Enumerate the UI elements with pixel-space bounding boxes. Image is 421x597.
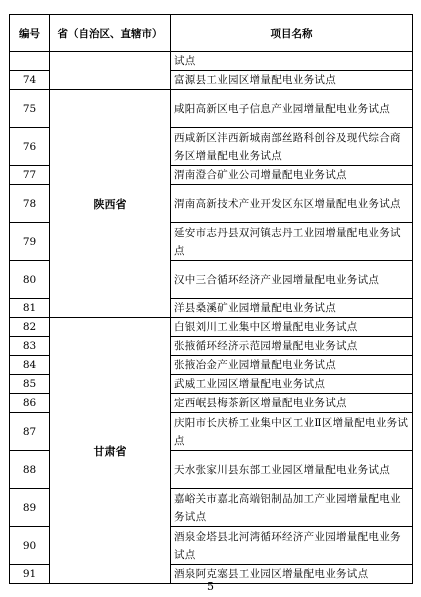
header-number: 编号 <box>10 15 50 52</box>
province-cell-blank <box>50 52 171 90</box>
table-row <box>10 90 413 128</box>
row-number: 79 <box>10 223 50 261</box>
row-number: 74 <box>10 71 50 90</box>
row-number: 82 <box>10 318 50 337</box>
table-row <box>10 52 413 71</box>
row-number: 89 <box>10 489 50 527</box>
row-number: 91 <box>10 565 50 584</box>
project-name: 渭南高新技术产业开发区东区增量配电业务试点 <box>171 185 413 223</box>
project-name: 酒泉金塔县北河湾循环经济产业园增量配电业务试点 <box>171 527 413 565</box>
project-name: 张掖冶金产业园增量配电业务试点 <box>171 356 413 375</box>
table-row <box>10 318 413 337</box>
row-number: 77 <box>10 166 50 185</box>
project-name: 西咸新区沣西新城南部丝路科创谷及现代综合商务区增量配电业务试点 <box>171 128 413 166</box>
province-shaanxi: 陕西省 <box>50 90 171 318</box>
row-number <box>10 52 50 71</box>
project-name: 定西岷县梅茶新区增量配电业务试点 <box>171 394 413 413</box>
row-number: 83 <box>10 337 50 356</box>
page-number: 5 <box>207 580 214 593</box>
project-name: 武威工业园区增量配电业务试点 <box>171 375 413 394</box>
project-name: 天水张家川县东部工业园区增量配电业务试点 <box>171 451 413 489</box>
row-number: 90 <box>10 527 50 565</box>
row-number: 78 <box>10 185 50 223</box>
row-number: 80 <box>10 261 50 299</box>
project-name: 渭南澄合矿业公司增量配电业务试点 <box>171 166 413 185</box>
header-province: 省（自治区、直辖市） <box>50 15 171 52</box>
row-number: 81 <box>10 299 50 318</box>
row-number: 88 <box>10 451 50 489</box>
row-number: 84 <box>10 356 50 375</box>
project-name: 富源县工业园区增量配电业务试点 <box>171 71 413 90</box>
project-name: 嘉峪关市嘉北高端铝制品加工产业园增量配电业务试点 <box>171 489 413 527</box>
row-number: 86 <box>10 394 50 413</box>
project-name: 酒泉阿克塞县工业园区增量配电业务试点 <box>171 565 413 584</box>
header-project-name: 项目名称 <box>171 15 413 52</box>
row-number: 85 <box>10 375 50 394</box>
project-name: 白银刘川工业集中区增量配电业务试点 <box>171 318 413 337</box>
row-number: 87 <box>10 413 50 451</box>
project-name: 张掖循环经济示范园增量配电业务试点 <box>171 337 413 356</box>
province-gansu: 甘肃省 <box>50 318 171 584</box>
project-name: 延安市志丹县双河镇志丹工业园增量配电业务试点 <box>171 223 413 261</box>
project-name: 洋县桑溪矿业园增量配电业务试点 <box>171 299 413 318</box>
project-name: 庆阳市长庆桥工业集中区工业Ⅱ区增量配电业务试点 <box>171 413 413 451</box>
project-name: 咸阳高新区电子信息产业园增量配电业务试点 <box>171 90 413 128</box>
table-header-row <box>10 15 413 52</box>
project-name: 试点 <box>171 52 413 71</box>
row-number: 75 <box>10 90 50 128</box>
row-number: 76 <box>10 128 50 166</box>
pilot-projects-table <box>9 14 413 584</box>
project-name: 汉中三合循环经济产业园增量配电业务试点 <box>171 261 413 299</box>
